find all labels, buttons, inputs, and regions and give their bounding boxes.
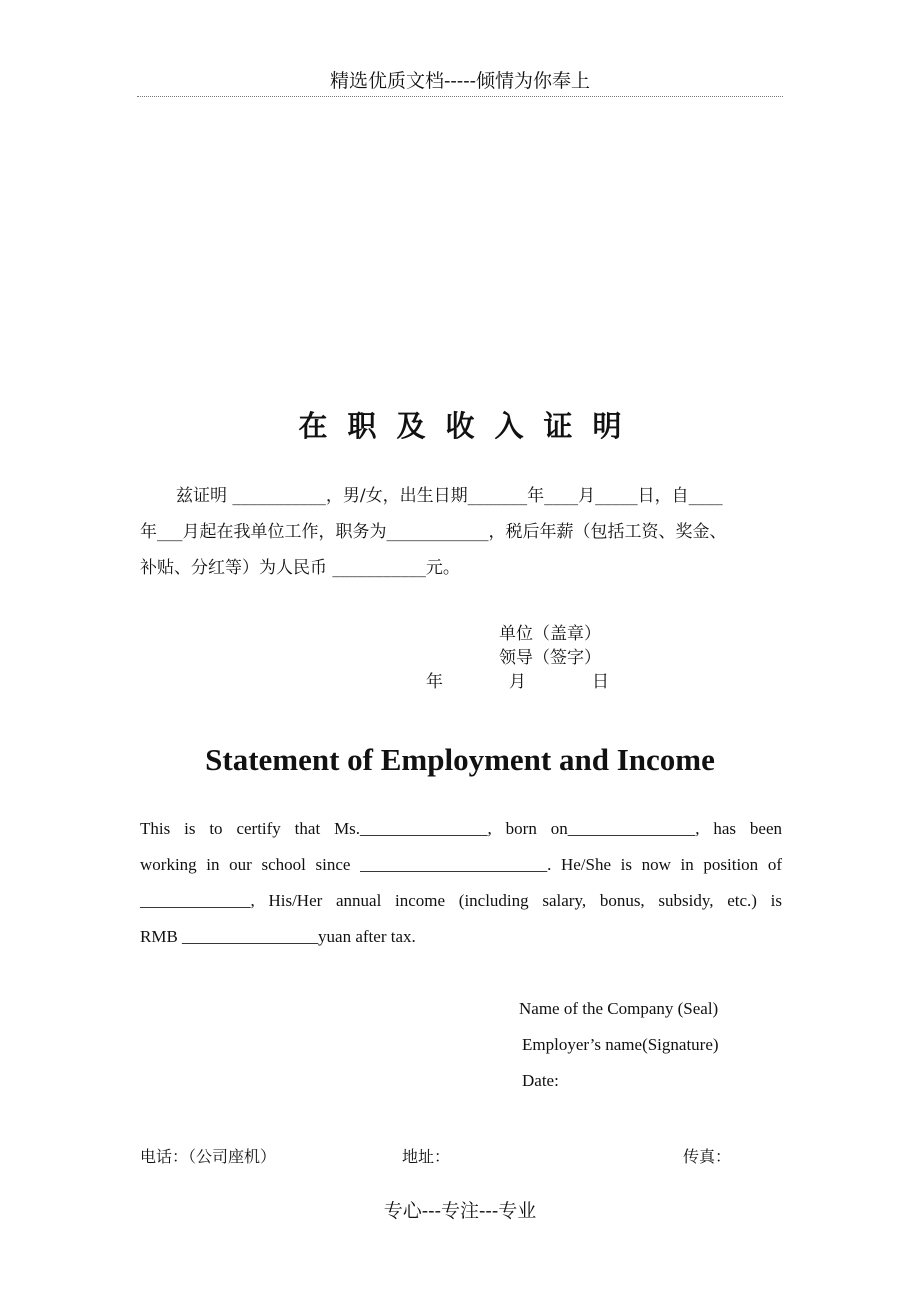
contact-address: 地址： (402, 1147, 451, 1166)
page-footer: 专心---专注---专业 (383, 1200, 537, 1222)
page-header: 精选优质文档-----倾情为你奉上 (329, 70, 591, 92)
cn-paragraph-line-2: 年___月起在我单位工作，职务为____________，税后年薪（包括工资、奖金、 (140, 522, 727, 542)
cn-paragraph-line-1: 兹证明 ___________，男/女，出生日期_______年____月_____日，自____ (176, 486, 723, 506)
contact-phone: 电话：（公司座机） (140, 1147, 277, 1166)
en-paragraph-line-4: RMB ________________yuan after tax. (140, 927, 416, 946)
cn-sign-year: 年 (426, 672, 443, 692)
cn-sign-leader: 领导（签字） (499, 648, 601, 668)
en-paragraph-line-3: _____________, His/Her annual income (including salary, bonus, subsidy, etc.) is (140, 891, 782, 910)
cn-sign-month: 月 (509, 672, 526, 692)
cn-paragraph-line-3: 补贴、分红等）为人民币 ___________元。 (140, 558, 460, 578)
header-divider (137, 96, 783, 97)
contact-fax: 传真： (683, 1147, 732, 1166)
en-sign-date: Date: (522, 1071, 559, 1090)
cn-sign-unit: 单位（盖章） (499, 624, 601, 644)
en-paragraph-line-2: working in our school since ______________________. He/She is now in position of (140, 855, 782, 874)
en-sign-company: Name of the Company (Seal) (519, 999, 719, 1018)
cn-sign-day: 日 (592, 672, 609, 692)
en-title: Statement of Employment and Income (205, 742, 715, 777)
en-sign-employer: Employer’s name(Signature) (522, 1035, 719, 1054)
cn-title: 在职及收入证明 (298, 409, 642, 443)
en-paragraph-line-1: This is to certify that Ms._______________, born on_______________, has been (140, 819, 782, 838)
